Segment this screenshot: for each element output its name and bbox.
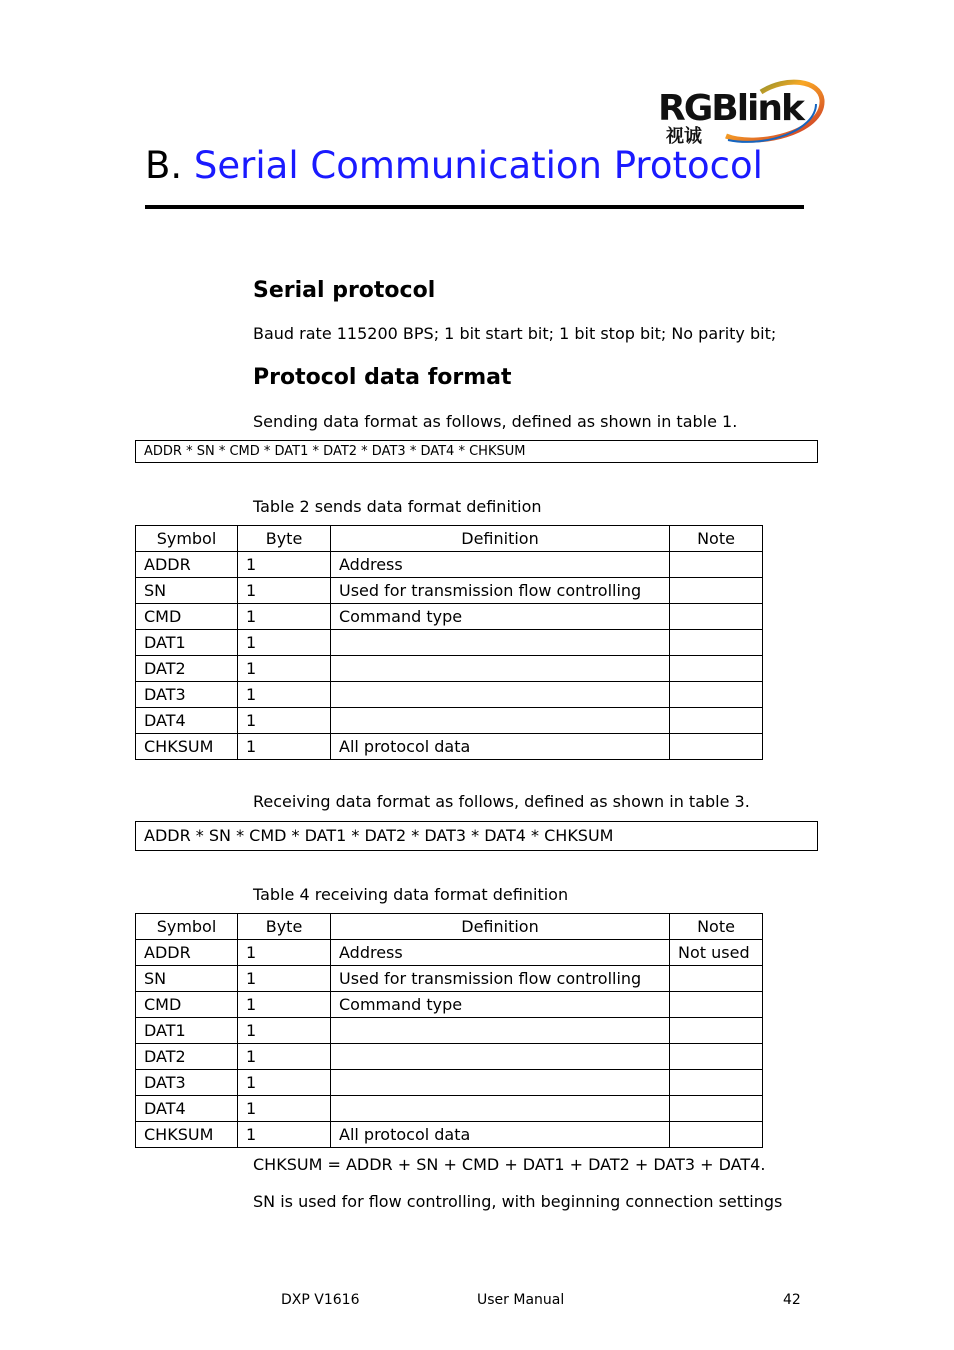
table-row [136, 734, 763, 760]
cell-byte: 1 [238, 552, 331, 578]
cell-note [670, 708, 763, 734]
cell-definition: Address [331, 940, 670, 966]
cell-note [670, 1122, 763, 1148]
cell-note [670, 1044, 763, 1070]
header-symbol: Symbol [136, 914, 238, 940]
cell-note [670, 682, 763, 708]
table-row [136, 992, 763, 1018]
chapter-name: Serial Communication Protocol [193, 144, 763, 187]
header-symbol: Symbol [136, 526, 238, 552]
cell-definition: All protocol data [331, 1122, 670, 1148]
cell-byte: 1 [238, 1044, 331, 1070]
table-row [136, 1018, 763, 1044]
cell-byte: 1 [238, 604, 331, 630]
header-byte: Byte [238, 914, 331, 940]
cell-definition: Used for transmission flow controlling [331, 966, 670, 992]
recv-format-box: ADDR * SN * CMD * DAT1 * DAT2 * DAT3 * DAT4 * CHKSUM [135, 821, 818, 851]
chapter-title [145, 140, 763, 192]
cell-definition [331, 1044, 670, 1070]
header-definition: Definition [331, 914, 670, 940]
table-row [136, 1044, 763, 1070]
table-row [136, 940, 763, 966]
cell-definition [331, 1070, 670, 1096]
table-row [136, 604, 763, 630]
cell-definition: All protocol data [331, 734, 670, 760]
cell-byte: 1 [238, 940, 331, 966]
table-row [136, 630, 763, 656]
cell-symbol: DAT2 [136, 1044, 238, 1070]
svg-text:视诚: 视诚 [666, 126, 702, 147]
cell-byte: 1 [238, 578, 331, 604]
recv-intro-text: Receiving data format as follows, defined as shown in table 3. [253, 792, 750, 811]
cell-definition [331, 682, 670, 708]
checksum-text: CHKSUM = ADDR + SN + CMD + DAT1 + DAT2 + DAT3 + DAT4. [253, 1155, 766, 1174]
footer-page-number: 42 [783, 1292, 801, 1308]
send-definition-table [135, 525, 763, 760]
cell-note [670, 552, 763, 578]
cell-symbol: DAT4 [136, 1096, 238, 1122]
table-row [136, 708, 763, 734]
table-row [136, 1122, 763, 1148]
cell-symbol: DAT1 [136, 1018, 238, 1044]
cell-note [670, 578, 763, 604]
cell-definition: Address [331, 552, 670, 578]
sn-text: SN is used for flow controlling, with beginning connection settings [253, 1192, 783, 1211]
cell-symbol: DAT3 [136, 682, 238, 708]
footer-model: DXP V1616 [281, 1292, 360, 1308]
cell-symbol: DAT4 [136, 708, 238, 734]
cell-symbol: CMD [136, 604, 238, 630]
svg-text:RGBlink: RGBlink [658, 88, 803, 129]
cell-definition: Command type [331, 604, 670, 630]
cell-note [670, 604, 763, 630]
cell-symbol: ADDR [136, 552, 238, 578]
cell-definition [331, 630, 670, 656]
cell-definition: Command type [331, 992, 670, 1018]
cell-symbol: SN [136, 578, 238, 604]
serial-protocol-text: Baud rate 115200 BPS; 1 bit start bit; 1 bit stop bit; No parity bit; [253, 324, 777, 343]
recv-definition-table [135, 913, 763, 1148]
cell-symbol: ADDR [136, 940, 238, 966]
cell-note [670, 966, 763, 992]
cell-symbol: DAT3 [136, 1070, 238, 1096]
cell-note: Not used [670, 940, 763, 966]
header-byte: Byte [238, 526, 331, 552]
cell-note [670, 656, 763, 682]
send-intro-text: Sending data format as follows, defined as shown in table 1. [253, 412, 738, 431]
table-header-row [136, 526, 763, 552]
cell-note [670, 734, 763, 760]
cell-byte: 1 [238, 708, 331, 734]
cell-symbol: CMD [136, 992, 238, 1018]
cell-byte: 1 [238, 1122, 331, 1148]
cell-definition: Used for transmission flow controlling [331, 578, 670, 604]
header-definition: Definition [331, 526, 670, 552]
cell-byte: 1 [238, 1018, 331, 1044]
cell-symbol: DAT1 [136, 630, 238, 656]
cell-byte: 1 [238, 1096, 331, 1122]
table-header-row [136, 914, 763, 940]
cell-byte: 1 [238, 992, 331, 1018]
cell-byte: 1 [238, 656, 331, 682]
cell-definition [331, 656, 670, 682]
cell-symbol: SN [136, 966, 238, 992]
table-row [136, 1096, 763, 1122]
table-row [136, 682, 763, 708]
cell-definition [331, 1096, 670, 1122]
cell-byte: 1 [238, 734, 331, 760]
table-row [136, 966, 763, 992]
title-divider [145, 205, 804, 209]
header-note: Note [670, 526, 763, 552]
cell-note [670, 1096, 763, 1122]
cell-note [670, 630, 763, 656]
cell-symbol: CHKSUM [136, 1122, 238, 1148]
cell-byte: 1 [238, 682, 331, 708]
table-row [136, 656, 763, 682]
table-row [136, 552, 763, 578]
data-format-heading: Protocol data format [253, 365, 512, 390]
cell-byte: 1 [238, 966, 331, 992]
cell-symbol: DAT2 [136, 656, 238, 682]
cell-byte: 1 [238, 630, 331, 656]
table-row [136, 578, 763, 604]
header-note: Note [670, 914, 763, 940]
rgblink-logo [656, 78, 826, 148]
cell-symbol: CHKSUM [136, 734, 238, 760]
footer-doc-title: User Manual [477, 1292, 565, 1308]
cell-definition [331, 1018, 670, 1044]
cell-definition [331, 708, 670, 734]
cell-note [670, 992, 763, 1018]
cell-byte: 1 [238, 1070, 331, 1096]
table-row [136, 1070, 763, 1096]
cell-note [670, 1070, 763, 1096]
send-table-caption: Table 2 sends data format definition [253, 497, 542, 516]
send-format-box: ADDR * SN * CMD * DAT1 * DAT2 * DAT3 * DAT4 * CHKSUM [135, 440, 818, 463]
recv-table-caption: Table 4 receiving data format definition [253, 885, 569, 904]
cell-note [670, 1018, 763, 1044]
serial-protocol-heading: Serial protocol [253, 278, 436, 303]
chapter-prefix: B. [145, 144, 183, 187]
